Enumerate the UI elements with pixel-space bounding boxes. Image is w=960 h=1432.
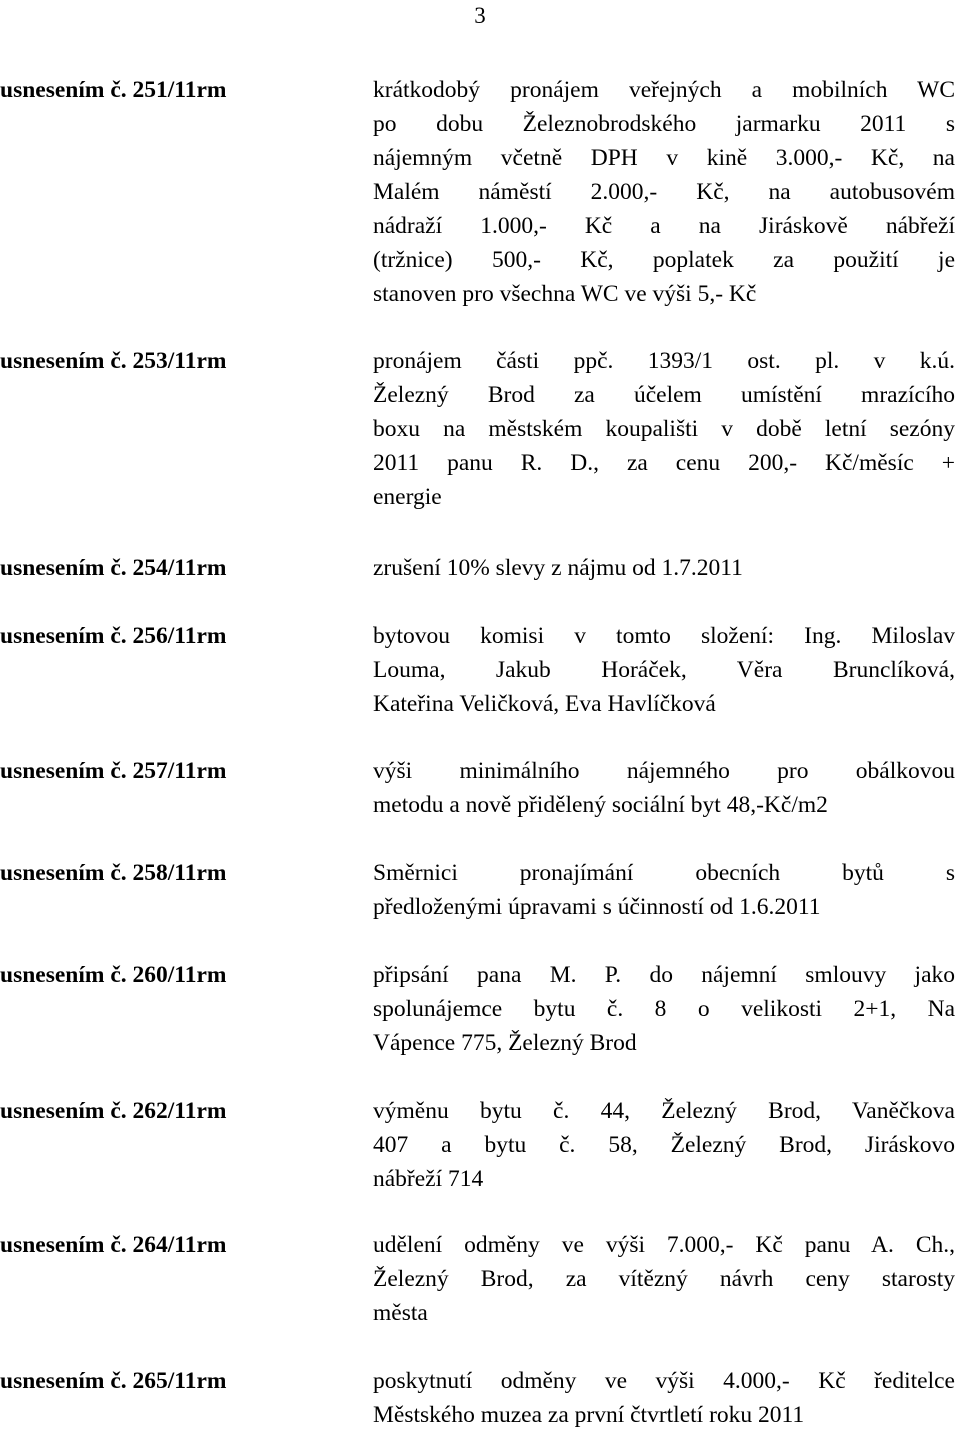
resolution-text-line: předloženými úpravami s účinností od 1.6.2011 (373, 894, 821, 920)
resolution-text (373, 344, 955, 514)
resolution-entry (0, 551, 960, 581)
resolution-text (373, 1228, 955, 1330)
resolution-text-line: energie (373, 484, 442, 510)
resolution-number: usnesením č. 260/11rm (0, 962, 227, 988)
resolution-entry (0, 73, 960, 307)
resolution-text-line: po dobu Železnobrodského jarmarku 2011 s (373, 111, 955, 137)
resolution-entry (0, 958, 960, 1056)
resolution-text-line: krátkodobý pronájem veřejných a mobilních WC (373, 77, 955, 103)
resolution-text-line: (tržnice) 500,- Kč, poplatek za použití je (373, 247, 955, 273)
resolution-text-line: připsání pana M. P. do nájemní smlouvy jako (373, 962, 955, 988)
resolution-entry (0, 619, 960, 717)
resolution-text (373, 73, 955, 311)
resolution-number: usnesením č. 251/11rm (0, 77, 227, 103)
resolution-entry (0, 1364, 960, 1428)
resolution-text-line: boxu na městském koupališti v době letní sezóny (373, 416, 955, 442)
resolution-text (373, 1094, 955, 1196)
resolution-text-line: města (373, 1300, 428, 1326)
resolution-text-line: stanoven pro všechna WC ve výši 5,- Kč (373, 281, 757, 307)
resolution-number: usnesením č. 256/11rm (0, 623, 227, 649)
resolution-entry (0, 754, 960, 818)
resolution-number: usnesením č. 258/11rm (0, 860, 227, 886)
resolution-entry (0, 856, 960, 920)
resolution-text-line: Směrnici pronajímání obecních bytů s (373, 860, 955, 886)
resolution-entry (0, 1228, 960, 1326)
resolution-text-line: 2011 panu R. D., za cenu 200,- Kč/měsíc + (373, 450, 955, 476)
resolution-number: usnesením č. 265/11rm (0, 1368, 227, 1394)
resolution-text (373, 958, 955, 1060)
resolution-text-line: Kateřina Veličková, Eva Havlíčková (373, 691, 716, 717)
resolution-text-line: Malém náměstí 2.000,- Kč, na autobusovém (373, 179, 955, 205)
resolution-number: usnesením č. 253/11rm (0, 348, 227, 374)
resolution-number: usnesením č. 262/11rm (0, 1098, 227, 1124)
resolution-text-line: Vápence 775, Železný Brod (373, 1030, 637, 1056)
resolution-text-line: zrušení 10% slevy z nájmu od 1.7.2011 (373, 555, 743, 581)
resolution-number: usnesením č. 257/11rm (0, 758, 227, 784)
resolution-text-line: výměnu bytu č. 44, Železný Brod, Vaněčkova (373, 1098, 955, 1124)
resolution-text-line: nájemným včetně DPH v kině 3.000,- Kč, na (373, 145, 955, 171)
resolution-text-line: nádraží 1.000,- Kč a na Jiráskově nábřeží (373, 213, 955, 239)
resolution-text-line: 407 a bytu č. 58, Železný Brod, Jiráskovo (373, 1132, 955, 1158)
resolution-text (373, 1364, 955, 1432)
resolution-text (373, 856, 955, 924)
resolution-number: usnesením č. 254/11rm (0, 555, 227, 581)
resolution-entry (0, 344, 960, 510)
resolution-text-line: Městského muzea za první čtvrtletí roku 2011 (373, 1402, 805, 1428)
resolution-text-line: nábřeží 714 (373, 1166, 484, 1192)
resolution-number: usnesením č. 264/11rm (0, 1232, 227, 1258)
resolution-text-line: spolunájemce bytu č. 8 o velikosti 2+1, Na (373, 996, 955, 1022)
resolution-text-line: Železný Brod, za vítězný návrh ceny starosty (373, 1266, 955, 1292)
resolution-text-line: bytovou komisi v tomto složení: Ing. Miloslav (373, 623, 955, 649)
page-number: 3 (474, 3, 486, 28)
resolution-text-line: udělení odměny ve výši 7.000,- Kč panu A. Ch., (373, 1232, 955, 1258)
resolution-text-line: výši minimálního nájemného pro obálkovou (373, 758, 955, 784)
resolution-text-line: pronájem části ppč. 1393/1 ost. pl. v k.ú. (373, 348, 955, 374)
resolution-text-line: Louma, Jakub Horáček, Věra Brunclíková, (373, 657, 955, 683)
resolution-text-line: Železný Brod za účelem umístění mrazícího (373, 382, 955, 408)
resolution-text (373, 754, 955, 822)
resolution-entry (0, 1094, 960, 1192)
resolution-text-line: poskytnutí odměny ve výši 4.000,- Kč ředitelce (373, 1368, 955, 1394)
resolution-text (373, 619, 955, 721)
resolution-text (373, 551, 955, 585)
resolution-text-line: metodu a nově přidělený sociální byt 48,-Kč/m2 (373, 792, 828, 818)
